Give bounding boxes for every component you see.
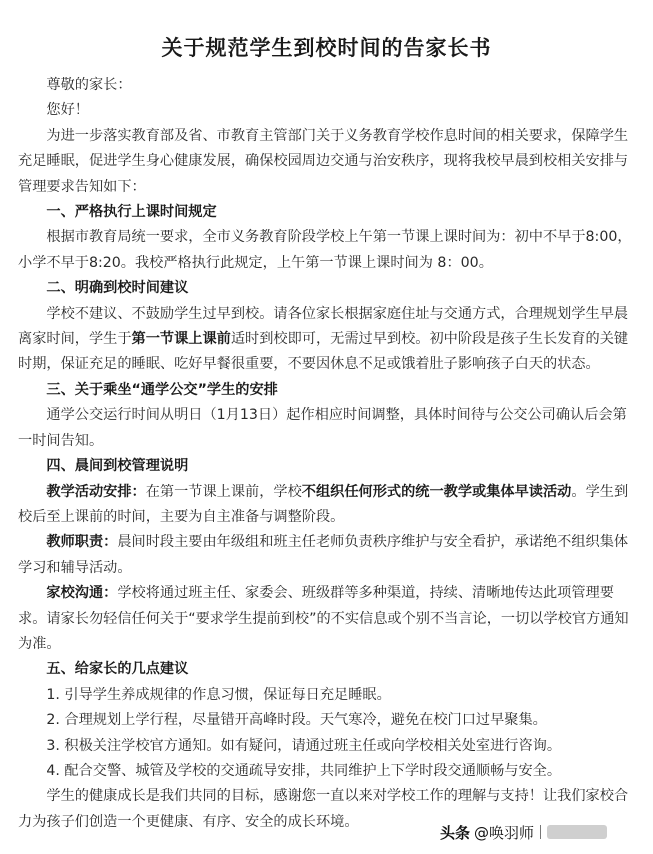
communication-label: 家校沟通： [46,585,118,602]
suggestion-item: 2. 合理规划上学行程，尽量错开高峰时段。天气寒冷，避免在校门口过早聚集。 [46,712,547,729]
suggestion-item: 4. 配合交警、城管及学校的交通疏导安排，共同维护上下学时段交通顺畅与安全。 [46,762,562,779]
section-2-text [18,302,640,378]
watermark-divider [540,825,541,839]
teacher-text: 晨间时段主要由年级组和班主任老师负责秩序维护与安全看护，承诺绝不组织集体学习和辅导活动。 [18,534,629,576]
teaching-text-a: 在第一节课上课前，学校 [145,483,302,500]
section-3-text: 通学公交运行时间从明日（1月13日）起作相应时间调整，具体时间待与公交公司确认后会第一时间告知。 [18,407,627,449]
section-3-heading: 三、关于乘坐“通学公交”学生的安排 [46,381,278,398]
teaching-text-bold: 不组织任何形式的统一教学或集体早读活动 [301,483,572,500]
teaching-text-b: 。学生到校后至上课前的时间，主要为自主准备与调整阶段。 [18,483,629,525]
letter-body [18,73,640,835]
suggestion-item: 1. 引导学生养成规律的作息习惯，保证每日充足睡眠。 [46,686,391,703]
section-1-text: 根据市教育局统一要求，全市义务教育阶段学校上午第一节课上课时间为：初中不早于8:00，小学不早于8:20。我校严格执行此规定，上午第一节课上课时间为 8：00。 [18,229,632,271]
watermark-blurred-text [547,825,607,839]
closing-paragraph: 学生的健康成长是我们共同的目标，感谢您一直以来对学校工作的理解与支持！让我们家校合力为孩子们创造一个更健康、有序、安全的成长环境。 [18,788,629,830]
section-4-teaching [18,480,640,531]
teaching-label: 教学活动安排： [46,483,146,500]
section-4-heading: 四、晨间到校管理说明 [46,458,189,475]
section-5-heading: 五、给家长的几点建议 [46,661,189,678]
watermark-author: @唤羽师 [474,823,535,842]
salutation: 尊敬的家长： [46,77,132,93]
section-2-text-a: 学校不建议、不鼓励学生过早到校。请各位家长根据家庭住址与交通方式，合理规划学生早晨离家时间，学生于 [18,305,629,348]
section-2-text-bold: 第一节课上课前 [131,331,231,348]
intro-paragraph: 为进一步落实教育部及省、市教育主管部门关于义务教育学校作息时间的相关要求，保障学生充足睡眠，促进学生身心健康发展，确保校园周边交通与治安秩序，现将我校早晨到校相关安排与管理要求告知如下： [18,127,629,195]
section-4-communication [18,581,640,657]
communication-text: 学校将通过班主任、家委会、班级群等多种渠道，持续、清晰地传达此项管理要求。请家长勿轻信任何关于“要求学生提前到校”的不实信息或个别不当言论，一切以学校官方通知为准。 [18,585,629,652]
section-1-heading: 一、严格执行上课时间规定 [46,204,217,221]
document-title: 关于规范学生到校时间的告家长书 [161,35,492,60]
section-2-heading: 二、明确到校时间建议 [46,280,189,297]
greeting: 您好！ [46,102,89,119]
suggestion-item: 3. 积极关注学校官方通知。如有疑问，请通过班主任或向学校相关处室进行咨询。 [46,737,562,754]
teacher-label: 教师职责： [46,534,118,551]
watermark [440,820,645,844]
section-4-teacher [18,530,640,581]
section-2-text-b: 适时到校即可，无需过早到校。初中阶段是孩子生长发育的关键时期，保证充足的睡眠、吃好早餐很重要，不要因休息不足或饿着肚子影响孩子白天的状态。 [18,331,629,373]
watermark-platform: 头条 [440,823,471,842]
